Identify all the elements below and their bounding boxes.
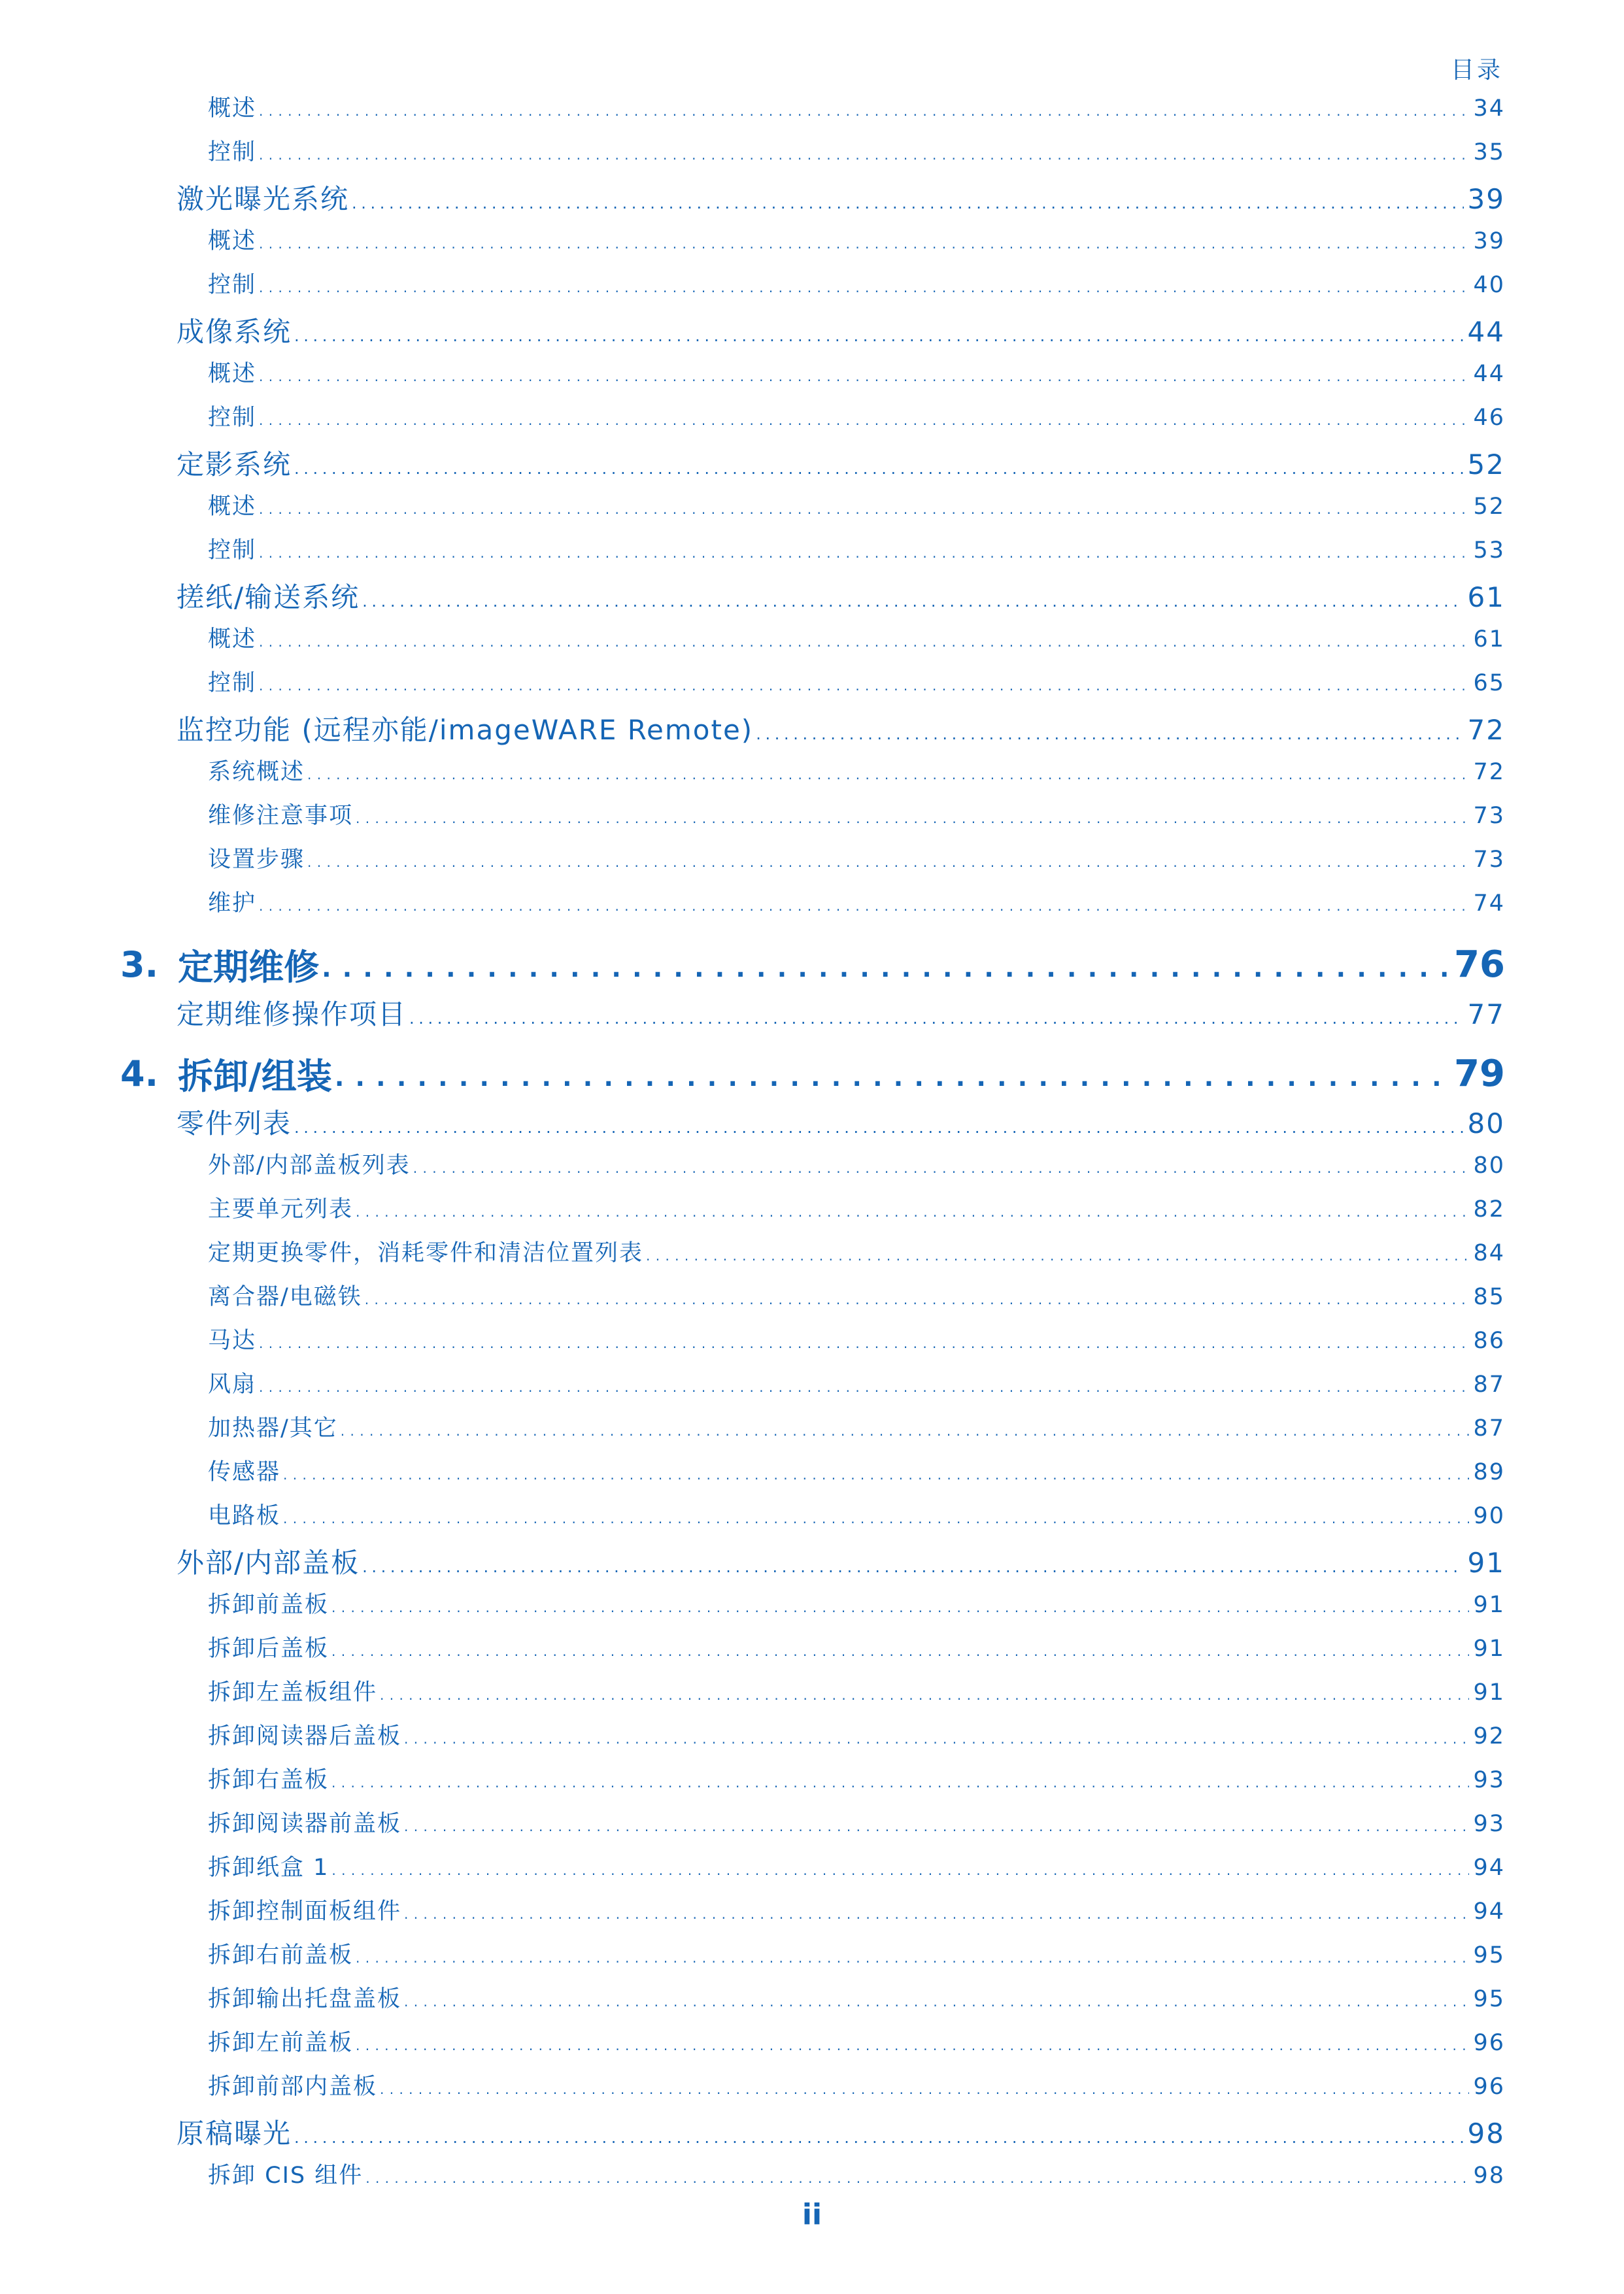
dot-leader xyxy=(409,998,1464,1030)
dot-leader xyxy=(413,1153,1470,1179)
toc-entry-page-number: 39 xyxy=(1467,183,1505,215)
dot-leader xyxy=(259,228,1469,254)
toc-subsection-entry[interactable] xyxy=(0,90,1624,134)
dot-leader xyxy=(352,183,1464,215)
dot-leader xyxy=(404,1986,1469,2012)
toc-subsection-entry[interactable] xyxy=(0,532,1624,576)
dot-leader xyxy=(259,405,1469,431)
dot-leader xyxy=(294,2117,1464,2150)
toc-entry-page-number: 87 xyxy=(1473,1415,1505,1442)
toc-entry-title: 激光曝光系统 xyxy=(177,183,350,215)
toc-subsection-entry[interactable] xyxy=(0,754,1624,798)
toc-entry-page-number: 61 xyxy=(1467,581,1505,613)
toc-entry-title: 定期更换零件，消耗零件和清洁位置列表 xyxy=(208,1240,644,1266)
toc-entry-title: 风扇 xyxy=(208,1372,257,1398)
toc-entry-title: 主要单元列表 xyxy=(208,1196,354,1223)
dot-leader xyxy=(356,1942,1469,1968)
dot-leader xyxy=(331,1855,1469,1881)
toc-entry-page-number: 44 xyxy=(1467,316,1505,348)
toc-subsection-entry[interactable] xyxy=(0,1147,1624,1191)
dot-leader xyxy=(259,494,1469,520)
toc-chapter-number: 4. xyxy=(120,1053,159,1094)
toc-entry-title: 拆卸阅读器后盖板 xyxy=(208,1723,402,1749)
dot-leader xyxy=(356,1196,1469,1223)
toc-subsection-entry[interactable] xyxy=(0,488,1624,532)
toc-subsection-entry[interactable] xyxy=(0,1323,1624,1366)
toc-chapter-entry[interactable] xyxy=(0,1045,1624,1102)
toc-entry-page-number: 95 xyxy=(1473,1986,1505,2012)
toc-subsection-entry[interactable] xyxy=(0,2025,1624,2068)
toc-entry-title: 监控功能 (远程亦能/imageWARE Remote) xyxy=(177,714,754,746)
toc-section-entry[interactable] xyxy=(0,178,1624,223)
toc-entry-title: 控制 xyxy=(208,405,257,431)
toc-subsection-entry[interactable] xyxy=(0,223,1624,267)
toc-subsection-entry[interactable] xyxy=(0,2157,1624,2201)
toc-entry-page-number: 61 xyxy=(1473,626,1505,652)
table-of-contents xyxy=(0,90,1624,2201)
toc-section-entry[interactable] xyxy=(0,443,1624,488)
toc-subsection-entry[interactable] xyxy=(0,1718,1624,1762)
toc-subsection-entry[interactable] xyxy=(0,1410,1624,1454)
toc-entry-page-number: 93 xyxy=(1473,1767,1505,1793)
toc-entry-title: 拆卸阅读器前盖板 xyxy=(208,1811,402,1837)
dot-leader xyxy=(259,1372,1469,1398)
dot-leader xyxy=(307,759,1469,785)
toc-entry-page-number: 98 xyxy=(1473,2163,1505,2189)
toc-entry-title: 控制 xyxy=(208,272,257,298)
toc-entry-page-number: 72 xyxy=(1473,759,1505,785)
toc-entry-title: 拆卸前部内盖板 xyxy=(208,2074,378,2100)
toc-entry-title: 概述 xyxy=(208,95,257,122)
toc-entry-title: 概述 xyxy=(208,626,257,652)
toc-entry-page-number: 53 xyxy=(1473,537,1505,564)
toc-entry-page-number: 82 xyxy=(1473,1196,1505,1223)
toc-entry-title: 搓纸/输送系统 xyxy=(177,581,360,613)
toc-entry-title: 电路板 xyxy=(208,1503,281,1529)
dot-leader xyxy=(259,670,1469,696)
toc-subsection-entry[interactable] xyxy=(0,2068,1624,2112)
dot-leader xyxy=(404,1723,1469,1749)
toc-entry-title: 控制 xyxy=(208,537,257,564)
toc-entry-title: 控制 xyxy=(208,670,257,696)
toc-entry-title: 概述 xyxy=(208,361,257,387)
toc-entry-title: 拆卸 CIS 组件 xyxy=(208,2163,364,2189)
page-number: ii xyxy=(802,2198,822,2231)
dot-leader xyxy=(341,1415,1470,1442)
toc-entry-page-number: 76 xyxy=(1454,943,1505,986)
dot-leader xyxy=(259,139,1469,165)
toc-chapter-entry[interactable] xyxy=(0,936,1624,993)
toc-entry-title: 拆卸纸盒 1 xyxy=(208,1855,330,1881)
toc-section-entry[interactable] xyxy=(0,311,1624,356)
toc-subsection-entry[interactable] xyxy=(0,1937,1624,1981)
toc-subsection-entry[interactable] xyxy=(0,1235,1624,1279)
dot-leader xyxy=(331,1636,1469,1662)
toc-entry-page-number: 80 xyxy=(1467,1107,1505,1139)
toc-entry-title: 定期维修 xyxy=(178,946,320,988)
toc-entry-page-number: 91 xyxy=(1473,1679,1505,1706)
toc-section-entry[interactable] xyxy=(0,2112,1624,2157)
toc-section-entry[interactable] xyxy=(0,1102,1624,1147)
toc-entry-page-number: 84 xyxy=(1473,1240,1505,1266)
toc-entry-title: 传感器 xyxy=(208,1459,281,1485)
toc-subsection-entry[interactable] xyxy=(0,841,1624,885)
toc-entry-title: 拆卸右盖板 xyxy=(208,1767,330,1793)
toc-section-entry[interactable] xyxy=(0,709,1624,754)
toc-subsection-entry[interactable] xyxy=(0,621,1624,665)
toc-entry-page-number: 65 xyxy=(1473,670,1505,696)
toc-entry-title: 拆卸左前盖板 xyxy=(208,2030,354,2056)
toc-entry-page-number: 91 xyxy=(1467,1547,1505,1579)
toc-entry-title: 系统概述 xyxy=(208,759,305,785)
toc-entry-title: 概述 xyxy=(208,494,257,520)
toc-subsection-entry[interactable] xyxy=(0,1674,1624,1718)
toc-entry-page-number: 91 xyxy=(1473,1592,1505,1618)
toc-subsection-entry[interactable] xyxy=(0,1762,1624,1806)
toc-entry-title: 拆卸左盖板组件 xyxy=(208,1679,378,1706)
toc-entry-title: 拆卸后盖板 xyxy=(208,1636,330,1662)
dot-leader xyxy=(380,1679,1469,1706)
dot-leader xyxy=(404,1811,1469,1837)
toc-entry-page-number: 94 xyxy=(1473,1898,1505,1925)
toc-entry-title: 零件列表 xyxy=(177,1107,292,1139)
toc-subsection-entry[interactable] xyxy=(0,134,1624,178)
toc-subsection-entry[interactable] xyxy=(0,1806,1624,1849)
toc-entry-page-number: 91 xyxy=(1473,1636,1505,1662)
dot-leader xyxy=(259,890,1469,917)
toc-entry-page-number: 35 xyxy=(1473,139,1505,165)
toc-entry-page-number: 46 xyxy=(1473,405,1505,431)
toc-entry-title: 设置步骤 xyxy=(208,847,305,873)
toc-entry-title: 维护 xyxy=(208,890,257,917)
toc-section-entry[interactable] xyxy=(0,993,1624,1038)
toc-entry-title: 原稿曝光 xyxy=(177,2117,292,2150)
toc-entry-page-number: 44 xyxy=(1473,361,1505,387)
toc-entry-page-number: 92 xyxy=(1473,1723,1505,1749)
toc-entry-page-number: 40 xyxy=(1473,272,1505,298)
toc-subsection-entry[interactable] xyxy=(0,1981,1624,2025)
dot-leader xyxy=(259,1328,1469,1354)
dot-leader xyxy=(331,1767,1469,1793)
toc-subsection-entry[interactable] xyxy=(0,1366,1624,1410)
toc-entry-page-number: 85 xyxy=(1473,1284,1505,1310)
toc-entry-page-number: 86 xyxy=(1473,1328,1505,1354)
dot-leader xyxy=(380,2074,1469,2100)
toc-entry-title: 拆卸/组装 xyxy=(178,1055,332,1097)
dot-leader xyxy=(365,2163,1469,2189)
dot-leader xyxy=(365,1284,1470,1310)
toc-subsection-entry[interactable] xyxy=(0,798,1624,841)
toc-entry-page-number: 89 xyxy=(1473,1459,1505,1485)
dot-leader xyxy=(294,1107,1464,1139)
toc-entry-page-number: 74 xyxy=(1473,890,1505,917)
toc-section-entry[interactable] xyxy=(0,576,1624,621)
toc-entry-title: 定期维修操作项目 xyxy=(177,998,407,1030)
toc-chapter-number: 3. xyxy=(120,943,159,985)
toc-subsection-entry[interactable] xyxy=(0,885,1624,929)
dot-leader xyxy=(259,537,1469,564)
toc-entry-title: 离合器/电磁铁 xyxy=(208,1284,362,1310)
toc-entry-page-number: 77 xyxy=(1467,998,1505,1030)
toc-subsection-entry[interactable] xyxy=(0,1279,1624,1323)
toc-entry-page-number: 95 xyxy=(1473,1942,1505,1968)
toc-subsection-entry[interactable] xyxy=(0,399,1624,443)
toc-entry-title: 维修注意事项 xyxy=(208,803,354,829)
dot-leader xyxy=(259,626,1469,652)
dot-leader xyxy=(331,1592,1469,1618)
dot-leader xyxy=(756,714,1463,746)
toc-entry-page-number: 39 xyxy=(1473,228,1505,254)
dot-leader xyxy=(259,95,1469,122)
dot-leader xyxy=(259,272,1469,298)
toc-subsection-entry[interactable] xyxy=(0,1630,1624,1674)
toc-entry-page-number: 52 xyxy=(1473,494,1505,520)
toc-entry-title: 外部/内部盖板 xyxy=(177,1547,360,1579)
toc-subsection-entry[interactable] xyxy=(0,1893,1624,1937)
dot-leader xyxy=(335,1053,1450,1094)
toc-entry-page-number: 90 xyxy=(1473,1503,1505,1529)
dot-leader xyxy=(283,1459,1469,1485)
toc-entry-title: 成像系统 xyxy=(177,316,292,348)
dot-leader xyxy=(322,944,1450,985)
toc-entry-page-number: 94 xyxy=(1473,1855,1505,1881)
dot-leader xyxy=(646,1240,1469,1266)
toc-entry-page-number: 73 xyxy=(1473,803,1505,829)
toc-entry-page-number: 96 xyxy=(1473,2030,1505,2056)
dot-leader xyxy=(362,1547,1463,1579)
toc-entry-title: 控制 xyxy=(208,139,257,165)
toc-subsection-entry[interactable] xyxy=(0,1191,1624,1235)
toc-entry-title: 拆卸控制面板组件 xyxy=(208,1898,402,1925)
dot-leader xyxy=(356,2030,1469,2056)
dot-leader xyxy=(294,316,1464,348)
toc-subsection-entry[interactable] xyxy=(0,1454,1624,1498)
toc-entry-title: 概述 xyxy=(208,228,257,254)
toc-entry-title: 定影系统 xyxy=(177,448,292,481)
toc-entry-title: 外部/内部盖板列表 xyxy=(208,1153,411,1179)
toc-entry-page-number: 98 xyxy=(1467,2117,1505,2150)
dot-leader xyxy=(283,1503,1469,1529)
toc-entry-page-number: 80 xyxy=(1473,1153,1505,1179)
toc-entry-title: 加热器/其它 xyxy=(208,1415,338,1442)
toc-entry-page-number: 93 xyxy=(1473,1811,1505,1837)
dot-leader xyxy=(294,448,1464,481)
dot-leader xyxy=(307,847,1469,873)
toc-entry-title: 拆卸输出托盘盖板 xyxy=(208,1986,402,2012)
dot-leader xyxy=(404,1898,1469,1925)
toc-subsection-entry[interactable] xyxy=(0,1849,1624,1893)
dot-leader xyxy=(259,361,1469,387)
toc-subsection-entry[interactable] xyxy=(0,1498,1624,1542)
toc-subsection-entry[interactable] xyxy=(0,665,1624,709)
dot-leader xyxy=(356,803,1469,829)
toc-subsection-entry[interactable] xyxy=(0,356,1624,399)
toc-entry-title: 拆卸前盖板 xyxy=(208,1592,330,1618)
toc-subsection-entry[interactable] xyxy=(0,267,1624,311)
toc-entry-page-number: 52 xyxy=(1467,448,1505,481)
toc-entry-title: 拆卸右前盖板 xyxy=(208,1942,354,1968)
toc-subsection-entry[interactable] xyxy=(0,1587,1624,1630)
toc-entry-title: 马达 xyxy=(208,1328,257,1354)
toc-entry-page-number: 72 xyxy=(1467,714,1505,746)
dot-leader xyxy=(362,581,1463,613)
running-header: 目录 xyxy=(1450,57,1503,84)
toc-entry-page-number: 73 xyxy=(1473,847,1505,873)
toc-entry-page-number: 87 xyxy=(1473,1372,1505,1398)
toc-section-entry[interactable] xyxy=(0,1542,1624,1587)
toc-entry-page-number: 34 xyxy=(1473,95,1505,122)
toc-entry-page-number: 96 xyxy=(1473,2074,1505,2100)
toc-entry-page-number: 79 xyxy=(1454,1052,1505,1095)
